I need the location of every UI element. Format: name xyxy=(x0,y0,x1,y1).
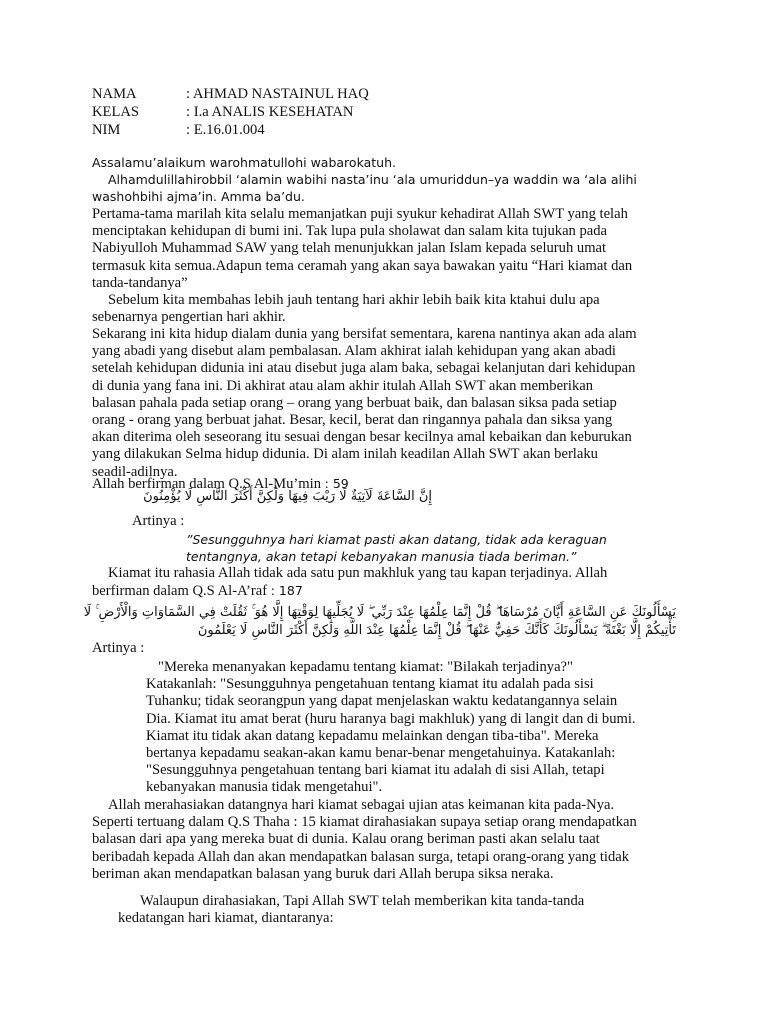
text-line: termasuk kita semua.Adapun tema ceramah yang akan saya bawakan yaitu “Hari kiamat dan xyxy=(92,257,633,274)
identity-key: KELAS xyxy=(92,104,140,120)
verse1-translation xyxy=(186,531,746,565)
verse2-arabic-line1: يَسْأَلُونَكَ عَنِ السَّاعَةِ أَيَّانَ مُرْسَاهَا ۖ قُلْ إِنَّمَا عِلْمُهَا عِنْدَ رَبِّي ۖ لَا يُجَلِّيهَا لِوَقْتِهَا إِلَّا هُوَ ۚ ثَقُلَتْ فِي السَّمَاوَاتِ وَالْأَرْضِ ۚ لَا xyxy=(83,605,676,620)
text-line: kedatangan hari kiamat, diantaranya: xyxy=(118,910,334,927)
translation-line: Dia. Kiamat itu amat berat (huru haranya bagi makhluk) yang di langit dan di bumi. xyxy=(146,710,636,727)
paragraph-ujian xyxy=(92,797,652,883)
identity-value: : E.16.01.004 xyxy=(186,122,265,138)
verse-intro-text: Allah berfirman dalam Q.S Al-Mu’min xyxy=(92,476,321,492)
text-line: yang abadi yang disebut alam pembalasan. Alam akhirat ialah kehidupan yang akan abadi xyxy=(92,343,616,360)
translation-line: ”Sesungguhnya hari kiamat pasti akan datang, tidak ada keraguan xyxy=(186,532,607,547)
translation-line: "Sesungguhnya pengetahuan tentang bari kiamat itu adalah di sisi Allah, tetapi xyxy=(146,762,605,779)
text-line: seadil-adilnya. xyxy=(92,463,178,480)
paragraph-tanda-tanda xyxy=(118,893,678,927)
artinya-label: Artinya : xyxy=(92,640,145,656)
verse1-artinya-label xyxy=(132,513,692,530)
translation-line: Katakanlah: "Sesungguhnya pengetahuan tentang kiamat itu adalah pada sisi xyxy=(146,676,594,693)
verse2-artinya-label xyxy=(92,640,652,657)
hamdalah-line: Alhamdulillahirobbil ‘alamin wabihi nasta’inu ‘ala umuriddun–ya waddin wa ‘ala alihi xyxy=(108,172,637,187)
text-line: orang - orang yang berbuat jahat. Besar, kecil, berat dan ringannya pahala dan siksa yang xyxy=(92,411,613,428)
verse2-arabic-line2: تَأْتِيكُمْ إِلَّا بَغْتَةً ۗ يَسْأَلُونَكَ كَأَنَّكَ حَفِيٌّ عَنْهَا ۖ قُلْ إِنَّمَا عِلْمُهَا عِنْدَ اللَّهِ وَلَٰكِنَّ أَكْثَرَ النَّاسِ لَا يَعْلَمُونَ xyxy=(197,623,676,638)
identity-key: NIM xyxy=(92,122,121,138)
salam-line: Assalamu’alaikum warohmatullohi wabarokatuh. xyxy=(92,155,396,170)
verse-ref: : 187 xyxy=(270,583,303,599)
text-line: setelah kehidupan didunia ini atau disebut juga alam baka, sebagai kelanjutan dari kehidupan xyxy=(92,360,636,377)
paragraph-rahasia xyxy=(92,565,652,599)
translation-line: Tuhanku; tidak seorangpun yang dapat menjelaskan waktu kedatangannya selain xyxy=(146,693,618,710)
text-line: di dunia yang fana ini. Di akhirat atau alam akhir itulah Allah SWT akan memberikan xyxy=(92,377,594,394)
text-line: balasan pahala pada setiap orang – orang yang berbuat baik, dan balasan siksa pada setiap xyxy=(92,394,617,411)
text-line: Sekarang ini kita hidup dialam dunia yang bersifat sementara, karena nantinya akan ada alam xyxy=(92,326,637,342)
verse-ref: : 59 xyxy=(324,476,349,491)
verse1-arabic: إِنَّ السَّاعَةَ لَآتِيَةٌ لَا رَيْبَ فِيهَا وَلَٰكِنَّ أَكْثَرَ النَّاسِ لَا يُؤْمِنُونَ xyxy=(143,489,432,504)
artinya-label: Artinya : xyxy=(132,513,185,529)
text-line: Pertama-tama marilah kita selalu memanjatkan puji syukur kehadirat Allah SWT yang telah xyxy=(92,206,628,222)
text-line: yang dilakukan Selma hidup didunia. Di alam inilah keadilan Allah SWT akan berlaku xyxy=(92,446,598,463)
paragraph-alam-akhirat xyxy=(92,326,652,481)
text-line: sebenarnya pengertian hari akhir. xyxy=(92,309,286,326)
text-line: akan diterima oleh seseorang itu sesuai dengan besar kecilnya amal kebaikan dan keburukan xyxy=(92,429,632,446)
translation-line: "Mereka menanyakan kepadamu tentang kiamat: "Bilakah terjadinya?" xyxy=(158,659,573,675)
text-line: Walaupun dirahasiakan, Tapi Allah SWT telah memberikan kita tanda-tanda xyxy=(140,893,585,909)
hamdalah-line: washohbihi ajma’in. Amma ba’du. xyxy=(92,189,305,205)
translation-line: Kiamat itu tidak akan datang kepadamu melainkan dengan tiba-tiba". Mereka xyxy=(146,727,599,744)
text-line: Allah merahasiakan datangnya hari kiamat sebagai ujian atas keimanan kita pada-Nya. xyxy=(108,797,615,813)
text-line: berfirman dalam Q.S Al-A’raf xyxy=(92,583,268,600)
text-line: beribadah kepada Allah dan akan mendapatkan balasan surga, tetapi orang-orang yang tidak xyxy=(92,848,630,865)
translation-line: tentangnya, akan tetapi kebanyakan manusia tiada beriman.” xyxy=(186,549,577,565)
text-line: Sebelum kita membahas lebih jauh tentang hari akhir lebih baik kita ktahui dulu apa xyxy=(108,292,600,308)
text-line: Nabiyulloh Muhammad SAW yang telah menunjukkan jalan Islam kepada seluruh umat xyxy=(92,240,607,257)
identity-value: : AHMAD NASTAINUL HAQ xyxy=(186,86,369,102)
identity-value: : I.a ANALIS KESEHATAN xyxy=(186,104,354,120)
opening-hamdalah xyxy=(92,171,652,205)
identity-key: NAMA xyxy=(92,86,137,102)
text-line: Seperti tertuang dalam Q.S Thaha : 15 kiamat dirahasiakan supaya setiap orang mendapatkan xyxy=(92,814,637,831)
paragraph-intro xyxy=(92,206,652,292)
text-line: Kiamat itu rahasia Allah tidak ada satu pun makhluk yang tau kapan terjadinya. Allah xyxy=(108,565,608,581)
text-line: menciptakan kehidupan di bumi ini. Tak lupa pula sholawat dan salam kita tujukan pada xyxy=(92,223,608,240)
translation-line: kebanyakan manusia tidak mengetahui". xyxy=(146,779,383,796)
opening-salam xyxy=(92,154,652,171)
paragraph-hari-akhir xyxy=(92,292,652,326)
verse2-translation xyxy=(146,659,706,797)
translation-line: bertanya kepadamu seakan-akan kamu benar-benar mengetahuinya. Katakanlah: xyxy=(146,744,616,761)
text-line: beriman akan mendapatkan balasan yang buruk dari Allah berupa siksa neraka. xyxy=(92,865,554,882)
text-line: balasan dari apa yang mereka buat di dunia. Kalau orang beriman pasti akan selalu taat xyxy=(92,831,600,848)
text-line: tanda-tandanya” xyxy=(92,274,188,291)
